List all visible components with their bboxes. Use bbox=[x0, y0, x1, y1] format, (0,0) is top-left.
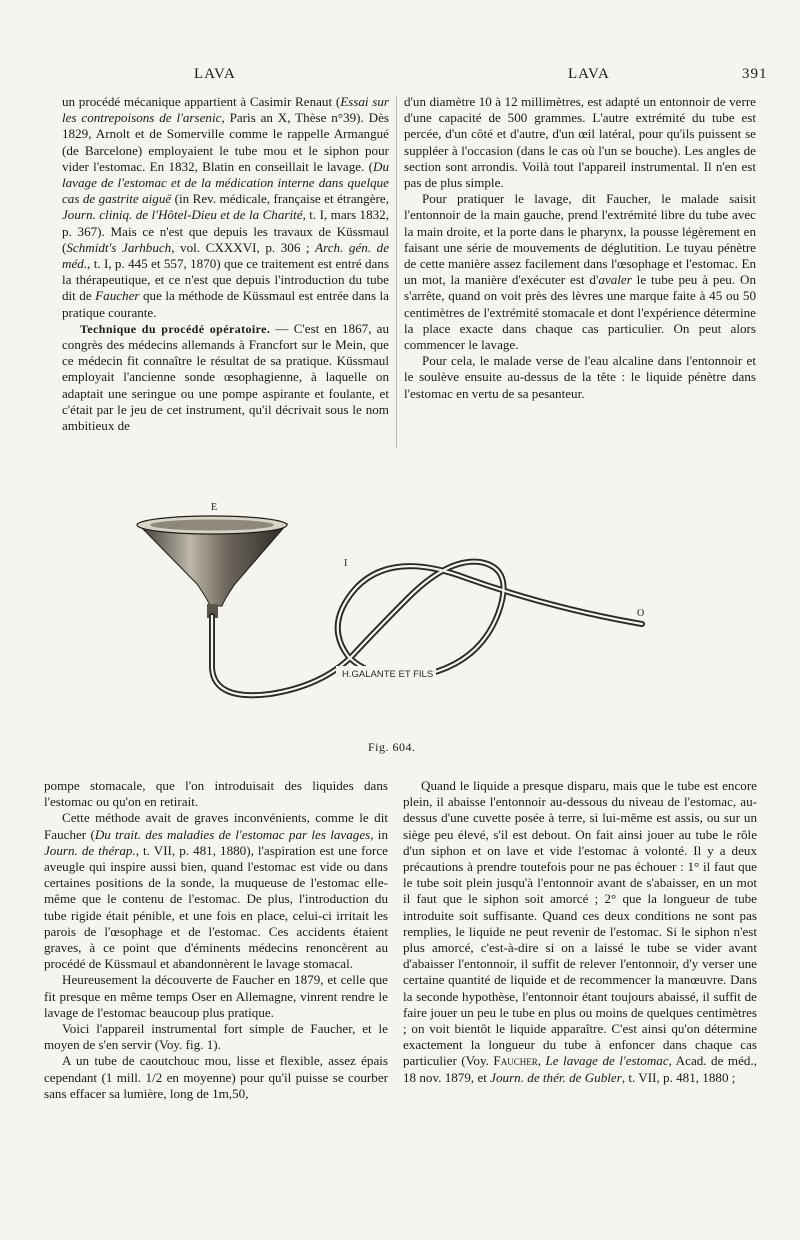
funnel-icon bbox=[137, 516, 287, 618]
faucher-tube-illustration bbox=[110, 496, 670, 716]
running-header-right: LAVA bbox=[568, 66, 610, 82]
column-bottom-left bbox=[44, 778, 388, 1102]
figure-caption: Fig. 604. bbox=[368, 740, 416, 754]
paragraph: Pour cela, le malade verse de l'eau alcaline dans l'entonnoir et le soulève ensuite au-dessus de la tête : le liquide pénètre dans l'estomac en vertu de sa pesanteur. bbox=[404, 353, 756, 401]
paragraph: pompe stomacale, que l'on introduisait des liquides dans l'estomac ou qu'on en retirait. bbox=[44, 778, 388, 810]
figure-label-o: O bbox=[637, 608, 645, 619]
paragraph: Quand le liquide a presque disparu, mais que le tube est encore plein, il abaisse l'entonnoir au-dessous du niveau de l'estomac, au-dessus d'une cuvette posée à terre, si lui-même est assis, ou sur un siège peu élevé, s'il est debout. On fait ainsi jouer au tube le rôle d'un siphon et on lave et vide l'estomac à volonté. Il y a deux précautions à prendre toutefois pour ne pas échouer : 1° il faut que le tube soit plein jusqu'à l'entonnoir avant de s'abaisser, en un mot il faut que le siphon soit amorcé ; 2° que la longueur de tube introduite soit suffisante. Quand ces deux conditions ne sont pas remplies, le liquide ne peut revenir de l'estomac. Si le siphon n'est plus amorcé, c'est-à-dire si on a laissé le tube se vider avant d'abaisser l'entonnoir, il suffit de relever l'entonnoir, d'y verser une certaine quantité de liquide et de recommencer la manœuvre. Dans la seconde hypothèse, l'entonnoir étant toujours abaissé, il suffit de faire jouer un peu le tube en plus ou moins de quelques centimètres ; on voit bientôt le liquide apparaître. C'est ainsi qu'on détermine exactement la longueur du tube à enfoncer dans chaque cas particulier (Voy. Faucher, Le lavage de l'estomac, Acad. de méd., 18 nov. 1879, et Journ. de thér. de Gubler, t. VII, p. 481, 1880 ; bbox=[403, 778, 757, 1085]
column-divider bbox=[396, 96, 397, 448]
column-top-left bbox=[62, 94, 389, 434]
column-bottom-right bbox=[403, 778, 757, 1086]
paragraph: Cette méthode avait de graves inconvénients, comme le dit Faucher (Du trait. des maladies de l'estomac par les lavages, in Journ. de thérap., t. VII, p. 481, 1880), l'aspiration est une force aveugle qui inspire aussi bien, quand l'estomac est vide ou dans certaines positions de la sonde, la muqueuse de l'estomac elle-même que le contenu de l'estomac. De plus, l'introduction du tube rigide était pénible, et une fois en place, celui-ci irritait les parois de l'œsophage et de l'estomac. Ces accidents étaient graves, à ce point que d'éminents médecins renoncèrent au procédé de Küssmaul et abandonnèrent le lavage stomacal. bbox=[44, 810, 388, 972]
paragraph: Voici l'appareil instrumental fort simple de Faucher, et le moyen de s'en servir (Voy. fig. 1). bbox=[44, 1021, 388, 1053]
figure-label-i: I bbox=[344, 558, 348, 569]
paragraph: Pour pratiquer le lavage, dit Faucher, le malade saisit l'entonnoir de la main gauche, prend l'extrémité libre du tube avec la main droite, et la porte dans le pharynx, la pousse légèrement en faisant une série de mouvements de déglutition. Le tuyau pénètre de cette manière assez facilement dans l'œsophage et l'estomac. En un mot, la manière d'exécuter est d'avaler le tube peu à peu. On s'arrête, quand on voit près des lèvres une marque faite à 45 ou 50 centimètres de l'extrémité stomacale et dont l'expérience détermine la place exacte dans chaque cas particulier. On peut alors commencer le lavage. bbox=[404, 191, 756, 353]
paragraph: Heureusement la découverte de Faucher en 1879, et celle que fit presque en même temps Oser en Allemagne, vinrent rendre le lavage de l'estomac beaucoup plus pratique. bbox=[44, 972, 388, 1020]
figure-label-e: E bbox=[211, 502, 218, 513]
paragraph-technique: Technique du procédé opératoire. — C'est en 1867, au congrès des médecins allemands à Francfort sur le Mein, que ce médecin fit connaître le résultat de sa pratique. Küssmaul employait l'ancienne sonde œsophagienne, à laquelle on adaptait une seringue ou une pompe aspirante et foulante, et c'était par le jeu de cet instrument, qu'il décrivait sous le nom ambitieux de bbox=[62, 320, 389, 434]
maker-label: H.GALANTE ET FILS bbox=[342, 669, 434, 680]
column-top-right bbox=[404, 94, 756, 402]
section-heading: Technique du procédé opératoire. bbox=[80, 321, 271, 336]
paragraph: un procédé mécanique appartient à Casimir Renaut (Essai sur les contrepoisons de l'arsenic, Paris an X, Thèse n°39). Dès 1829, Arnolt et de Somerville comme le rappelle Armangué (de Barcelone) employaient le tube mou et le siphon pour vider l'estomac. En 1832, Blatin en conseillait le lavage. (Du lavage de l'estomac et de la médication interne dans quelque cas de gastrite aiguë (in Rev. médicale, française et étrangère, Journ. cliniq. de l'Hôtel-Dieu et de la Charité, t. I, mars 1832, p. 367). Mais ce n'est que depuis les travaux de Küssmaul (Schmidt's Jarhbuch, vol. CXXXVI, p. 306 ; Arch. gén. de méd., t. I, p. 445 et 557, 1870) que ce traitement est entré dans la thérapeutique, et ce n'est que depuis l'introduction du tube dit de Faucher que la méthode de Küssmaul est entrée dans la pratique courante. bbox=[62, 94, 390, 320]
page-number: 391 bbox=[742, 66, 768, 82]
paragraph: A un tube de caoutchouc mou, lisse et flexible, assez épais cependant (1 mill. 1/2 en moyenne) pour qu'il puisse se courber sans effacer sa lumière, long de 1m,50, bbox=[44, 1053, 388, 1101]
paragraph: d'un diamètre 10 à 12 millimètres, est adapté un entonnoir de verre d'une capacité de 500 grammes. L'autre extrémité du tube est percée, d'un côté et d'autre, d'un œil latéral, pour qu'ils puissent se suppléer à l'occasion (dans le cas où l'un se bouche). Les angles de section sont arrondis. Voilà tout l'appareil instrumental. Il n'en est pas de plus simple. bbox=[404, 94, 756, 191]
running-header-left: LAVA bbox=[194, 66, 236, 82]
